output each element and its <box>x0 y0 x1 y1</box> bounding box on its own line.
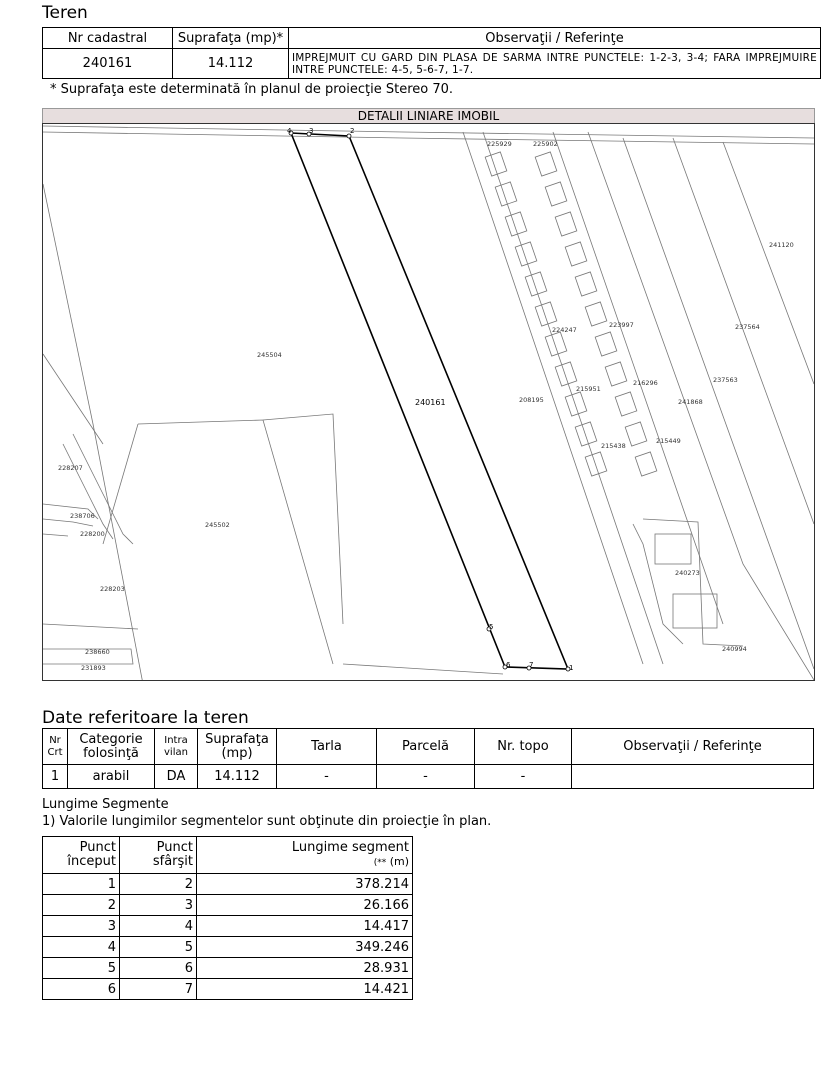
parcel-label: 245504 <box>257 351 282 359</box>
header-tarla: Tarla <box>277 729 377 765</box>
parcel-label: 237564 <box>735 323 760 331</box>
header-nr-cadastral: Nr cadastral <box>43 28 173 49</box>
parcel-label: 228203 <box>100 585 125 593</box>
cell-length: 378.214 <box>197 874 413 895</box>
segmente-title: Lungime Segmente <box>42 797 169 812</box>
parcel-label: 245502 <box>205 521 230 529</box>
parcel-label: 237563 <box>713 376 738 384</box>
parcel-label: 225902 <box>533 140 558 148</box>
cell-suprafata-mp: 14.112 <box>198 765 277 789</box>
header-nr-crt <box>43 729 68 765</box>
cell-observatii: IMPREJMUIT CU GARD DIN PLASA DE SARMA INTRE PUNCTELE: 1-2-3, 3-4; FARA IMPREJMUIRE INTRE PUNCTELE: 4-5, 5-6-7, 1-7. <box>289 49 821 79</box>
parcel-label: 215951 <box>576 385 601 393</box>
header-punct-inceput-line2: început <box>67 854 116 869</box>
header-observatii-referinte: Observaţii / Referinţe <box>572 729 814 765</box>
cell-end: 5 <box>120 937 197 958</box>
cadastral-map <box>42 123 815 681</box>
cell-suprafata: 14.112 <box>173 49 289 79</box>
cell-end: 6 <box>120 958 197 979</box>
map-drawing <box>43 124 814 680</box>
cell-start: 1 <box>43 874 120 895</box>
header-observatii: Observaţii / Referinţe <box>289 28 821 49</box>
teren-footnote: * Suprafaţa este determinată în planul de proiecţie Stereo 70. <box>50 82 454 97</box>
cell-observatii-referinte <box>572 765 814 789</box>
date-teren-title: Date referitoare la teren <box>42 708 249 728</box>
header-intravilan-line2: vilan <box>164 746 188 758</box>
header-punct-inceput <box>43 837 120 874</box>
cell-end: 4 <box>120 916 197 937</box>
cell-intravilan: DA <box>155 765 198 789</box>
header-nr-crt-line1: Nr <box>49 734 61 746</box>
teren-title: Teren <box>42 3 88 23</box>
point-label-1: 1 <box>569 664 574 672</box>
cell-end: 3 <box>120 895 197 916</box>
table-row <box>43 916 413 937</box>
header-lungime-marker: (** <box>373 857 387 868</box>
header-nr-topo: Nr. topo <box>475 729 572 765</box>
cell-nr-topo: - <box>475 765 572 789</box>
parcel-label: 228207 <box>58 464 83 472</box>
cell-end: 7 <box>120 979 197 1000</box>
header-punct-sfarsit-line1: Punct <box>156 840 193 855</box>
header-lungime-segment <box>197 837 413 874</box>
header-suprafata: Suprafaţa (mp)* <box>173 28 289 49</box>
point-label-4: 4 <box>287 127 292 135</box>
cell-start: 3 <box>43 916 120 937</box>
parcel-label: 238706 <box>70 512 95 520</box>
table-row <box>43 979 413 1000</box>
parcel-label: 228200 <box>80 530 105 538</box>
header-suprafata-line2: (mp) <box>221 745 253 761</box>
header-suprafata-line1: Suprafaţa <box>205 731 269 747</box>
header-punct-sfarsit-line2: sfârşit <box>152 854 193 869</box>
date-teren-table <box>42 728 814 789</box>
cell-length: 349.246 <box>197 937 413 958</box>
parcel-label: 216296 <box>633 379 658 387</box>
header-lungime-line1: Lungime segment <box>291 839 409 855</box>
date-teren-row <box>43 765 814 789</box>
segmente-note: 1) Valorile lungimilor segmentelor sunt obţinute din proiecţie în plan. <box>42 814 492 829</box>
header-intravilan-line1: Intra <box>164 734 188 746</box>
parcel-label: 223997 <box>609 321 634 329</box>
header-categorie-line1: Categorie <box>79 731 143 747</box>
cell-start: 5 <box>43 958 120 979</box>
table-row <box>43 958 413 979</box>
subject-parcel-label: 240161 <box>415 398 446 407</box>
cell-length: 14.421 <box>197 979 413 1000</box>
cell-nr-cadastral: 240161 <box>43 49 173 79</box>
header-lungime-unit: (m) <box>386 854 409 868</box>
cell-tarla: - <box>277 765 377 789</box>
point-label-3: 3 <box>309 127 314 135</box>
header-categorie-line2: folosinţă <box>83 745 139 761</box>
table-row <box>43 937 413 958</box>
parcel-label: 240994 <box>722 645 747 653</box>
header-punct-sfarsit <box>120 837 197 874</box>
table-row <box>43 874 413 895</box>
parcel-label: 224247 <box>552 326 577 334</box>
parcel-label: 238660 <box>85 648 110 656</box>
point-label-5: 5 <box>489 623 494 631</box>
cell-start: 4 <box>43 937 120 958</box>
table-row <box>43 895 413 916</box>
cell-length: 28.931 <box>197 958 413 979</box>
header-nr-crt-line2: Crt <box>47 746 63 758</box>
parcel-label: 241868 <box>678 398 703 406</box>
cell-nr-crt: 1 <box>43 765 68 789</box>
point-label-2: 2 <box>350 127 355 135</box>
parcel-label: 215438 <box>601 442 626 450</box>
map-header: DETALII LINIARE IMOBIL <box>42 108 815 123</box>
header-intravilan <box>155 729 198 765</box>
parcel-label: 215449 <box>656 437 681 445</box>
point-label-7: 7 <box>529 661 534 669</box>
segmente-header-row <box>43 837 413 874</box>
header-punct-inceput-line1: Punct <box>79 840 116 855</box>
parcel-label: 225929 <box>487 140 512 148</box>
cell-length: 14.417 <box>197 916 413 937</box>
segmente-table <box>42 836 413 1000</box>
cell-start: 2 <box>43 895 120 916</box>
parcel-label: 240273 <box>675 569 700 577</box>
cell-length: 26.166 <box>197 895 413 916</box>
header-categorie <box>68 729 155 765</box>
teren-table <box>42 27 821 79</box>
parcel-label: 208195 <box>519 396 544 404</box>
parcel-label: 231893 <box>81 664 106 672</box>
cell-start: 6 <box>43 979 120 1000</box>
date-teren-header-row <box>43 729 814 765</box>
parcel-label: 241120 <box>769 241 794 249</box>
header-suprafata-mp <box>198 729 277 765</box>
cell-parcela: - <box>377 765 475 789</box>
point-label-6: 6 <box>506 661 511 669</box>
cell-categorie: arabil <box>68 765 155 789</box>
header-parcela: Parcelă <box>377 729 475 765</box>
teren-data-row <box>43 49 821 79</box>
cell-end: 2 <box>120 874 197 895</box>
teren-header-row <box>43 28 821 49</box>
